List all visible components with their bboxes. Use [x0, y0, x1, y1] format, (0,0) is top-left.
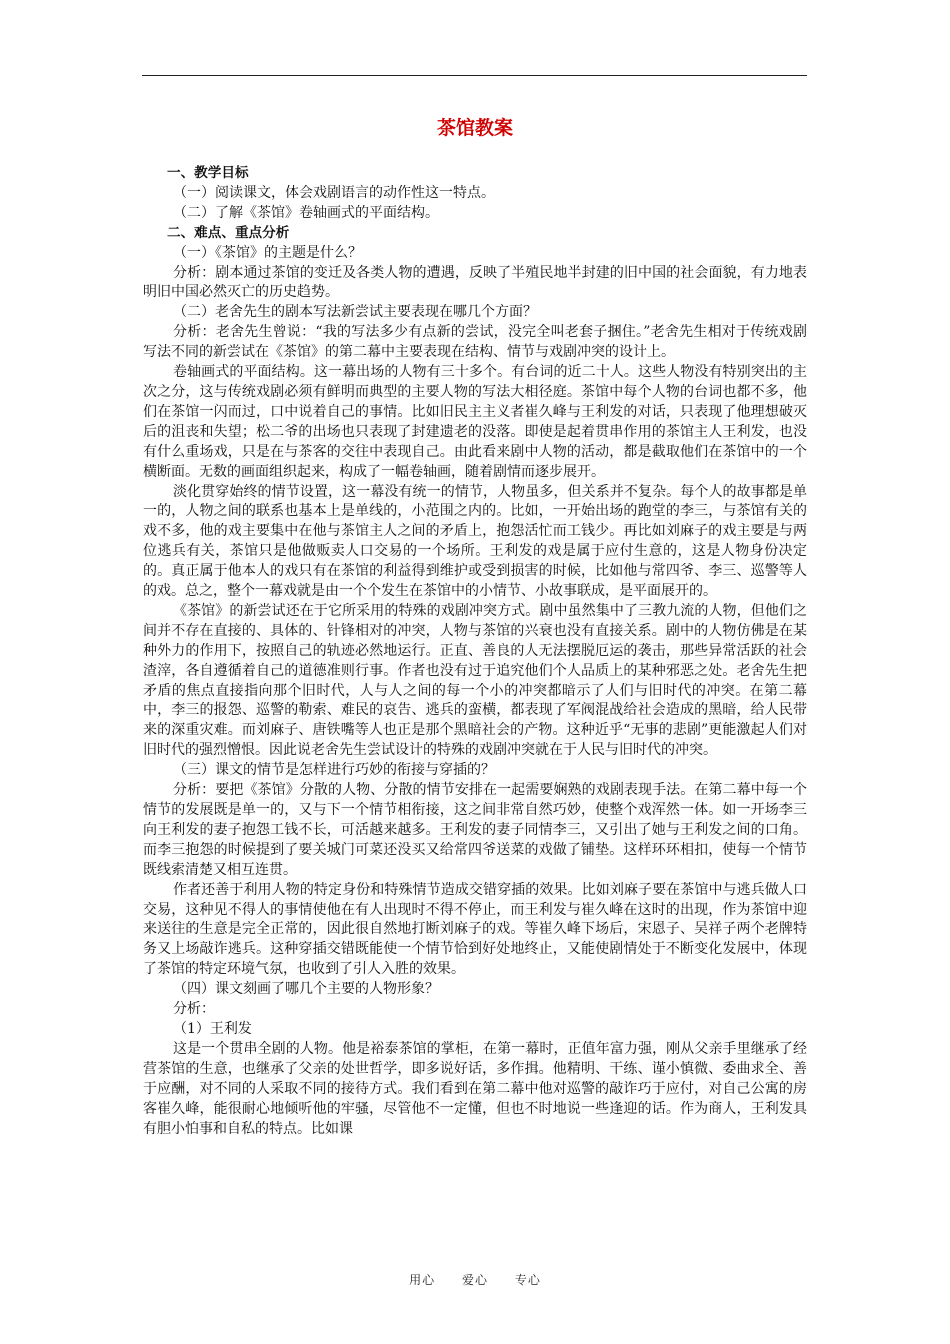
- question-line: （1）王利发: [173, 1020, 252, 1037]
- question-line: （二）了解《茶馆》卷轴画式的平面结构。: [173, 204, 439, 221]
- question-line: （一）《茶馆》的主题是什么？: [173, 244, 362, 261]
- paragraph: 《茶馆》的新尝试还在于它所采用的特殊的戏剧冲突方式。剧中虽然集中了三教九流的人物，但他们之间并不存在直接的、具体的、针锋相对的冲突，人物与茶馆的兴衰也没有直接关系。剧中的人物仿佛是在某种外力的作用下，按照自己的轨迹必然地运行。正直、善良的人无法摆脱厄运的袭击，那些异常活跃的社会渣滓，各自遵循着自己的道德准则行事。作者也没有过于追究他们个人品质上的某种邪恶之处。老舍先生把矛盾的焦点直接指向那个旧时代，人与人之间的每一个小的冲突都暗示了人们与旧时代的冲突。在第二幕中，李三的报怨、巡警的勒索、难民的哀告、逃兵的蛮横，都表现了军阀混战给社会造成的黑暗，给人民带来的深重灾难。而刘麻子、唐铁嘴等人也正是那个黑暗社会的产物。这种近乎“无事的悲剧”更能激起人们对旧时代的强烈憎恨。因此说老舍先生尝试设计的特殊的戏剧冲突就在于人民与旧时代的冲突。: [143, 602, 807, 759]
- question-line: （一）阅读课文，体会戏剧语言的动作性这一特点。: [173, 184, 495, 201]
- footer-word: 用心: [409, 1273, 436, 1287]
- section-heading: 一、教学目标: [167, 165, 249, 181]
- question-line: （三）课文的情节是怎样进行巧妙的衔接与穿插的？: [173, 762, 495, 779]
- paragraph: 这是一个贯串全剧的人物。他是裕泰茶馆的掌柜，在第一幕时，正值年富力强，刚从父亲手里继承了经营茶馆的生意，也继承了父亲的处世哲学，即多说好话，多作揖。他精明、干练、谨小慎微、委曲求全、善于应酬，对不同的人采取不同的接待方式。我们看到在第二幕中他对巡警的敲诈巧于应付，对自己公寓的房客崔久峰，能很耐心地倾听他的牢骚，尽管他不一定懂，但也不时地说一些逢迎的话。作为商人，王利发具有胆小怕事和自私的特点。比如课: [143, 1040, 807, 1137]
- page-footer: [0, 1271, 950, 1288]
- document-text: [143, 164, 807, 1139]
- footer-word: 专心: [514, 1273, 541, 1287]
- header-rule: [142, 75, 807, 76]
- paragraph: 分析：老舍先生曾说：“我的写法多少有点新的尝试，没完全叫老套子捆住。”老舍先生相对于传统戏剧写法不同的新尝试在《茶馆》的第二幕中主要表现在结构、情节与戏剧冲突的设计上。: [143, 324, 807, 361]
- paragraph: 作者还善于利用人物的特定身份和特殊情节造成交错穿插的效果。比如刘麻子要在茶馆中与逃兵做人口交易，这种见不得人的事情使他在有人出现时不得不停止，而王利发与崔久峰在这时的出现，作为茶馆中迎来送往的生意是完全正常的，因此很自然地打断刘麻子的戏。等崔久峰下场后，宋恩子、吴祥子两个老牌特务又上场敲诈逃兵。这种穿插交错既能使一个情节恰到好处地终止，又能使剧情处于不断变化发展中，体现了茶馆的特定环境气氛，也收到了引人入胜的效果。: [143, 881, 807, 978]
- question-line: （四）课文刻画了哪几个主要的人物形象？: [173, 981, 439, 998]
- section-heading: 二、难点、重点分析: [167, 224, 290, 241]
- page-title: 茶馆教案: [436, 117, 513, 139]
- paragraph: 卷轴画式的平面结构。这一幕出场的人物有三十多个。有台词的近二十人。这些人物没有特别突出的主次之分，这与传统戏剧必须有鲜明而典型的主要人物的写法大相径庭。茶馆中每个人物的台词也都不多，他们在茶馆一闪而过，口中说着自己的事情。比如旧民主主义者崔久峰与王利发的对话，只表现了他理想破灭后的沮丧和失望；松二爷的出场也只表现了封建遗老的没落。即使是起着贯串作用的茶馆主人王利发，也没有什么重场戏，只是在与茶客的交往中表现自己。由此看来剧中人物的活动，都是截取他们在茶馆中的一个横断面。无数的画面组织起来，构成了一幅卷轴画，随着剧情而逐步展开。: [143, 364, 807, 480]
- document-body: [143, 114, 807, 1139]
- paragraph: 分析：要把《茶馆》分散的人物、分散的情节安排在一起需要娴熟的戏剧表现手法。在第二幕中每一个情节的发展既是单一的，又与下一个情节相衔接，这之间非常自然巧妙，使整个戏浑然一体。如一开场李三向王利发的妻子抱怨工钱不长，可活越来越多。王利发的妻子同情李三，又引出了她与王利发之间的口角。而李三抱怨的时候提到了要关城门可菜还没买又给常四爷送菜的戏做了铺垫。这样环环相扣，使每一个情节既线索清楚又相互连贯。: [143, 782, 807, 878]
- footer-word: 爱心: [461, 1273, 488, 1287]
- question-line: （二）老舍先生的剧本写法新尝试主要表现在哪几个方面？: [173, 304, 537, 321]
- question-line: 分析：: [173, 1001, 215, 1018]
- paragraph: 分析：剧本通过茶馆的变迁及各类人物的遭遇，反映了半殖民地半封建的旧中国的社会面貌，有力地表明旧中国必然灭亡的历史趋势。: [143, 264, 807, 301]
- paragraph: 淡化贯穿始终的情节设置，这一幕没有统一的情节，人物虽多，但关系并不复杂。每个人的故事都是单一的，人物之间的联系也基本上是单线的，小范围之内的。比如，一开始出场的跑堂的李三，与茶馆有关的戏不多，他的戏主要集中在他与茶馆主人之间的矛盾上，抱怨活忙而工钱少。再比如刘麻子的戏主要是与两位逃兵有关，茶馆只是他做贩卖人口交易的一个场所。王利发的戏是属于应付生意的，这是人物身份决定的。真正属于他本人的戏只有在茶馆的利益得到维护或受到损害的时候，比如他与常四爷、李三、巡警等人的戏。总之，整个一幕戏就是由一个个发生在茶馆中的小情节、小故事联成，是平面展开的。: [143, 483, 807, 600]
